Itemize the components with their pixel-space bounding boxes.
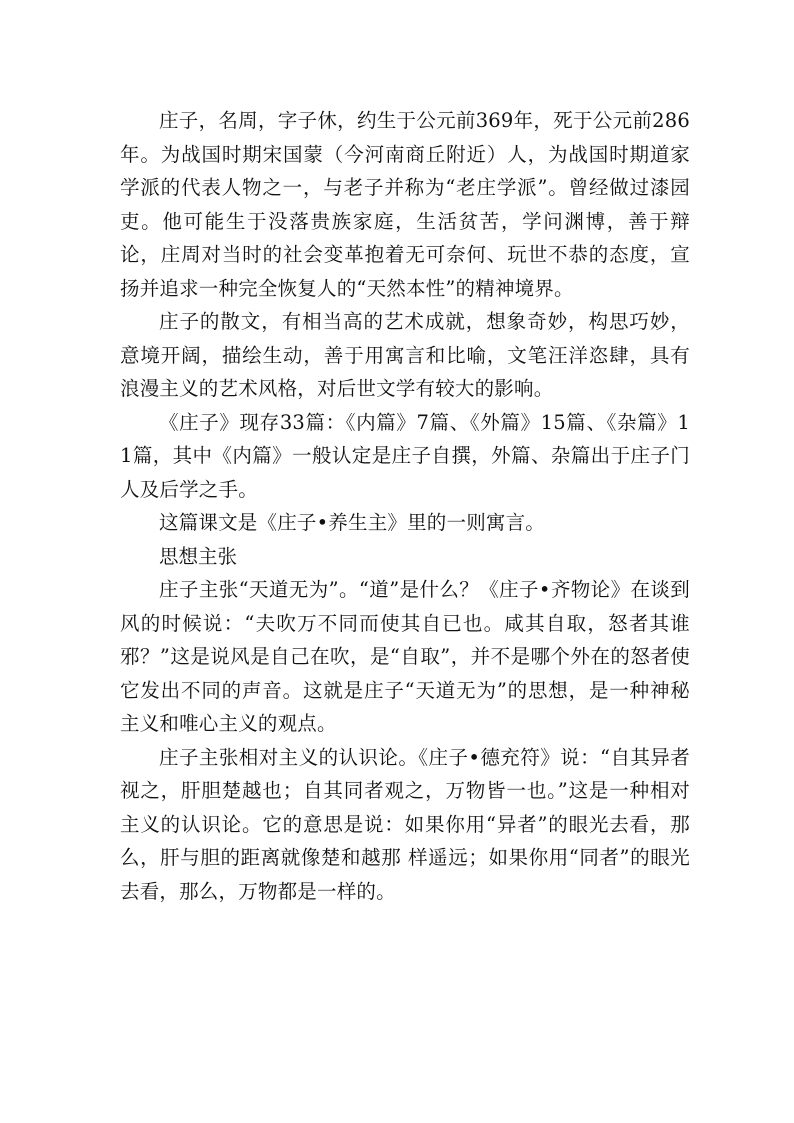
paragraph-works: 《庄子》现存33篇：《内篇》7篇、《外篇》15篇、《杂篇》11篇，其中《内篇》一般认定是庄子自撰，外篇、杂篇出于庄子门人及后学之手。 (120, 410, 690, 501)
document-body (120, 104, 690, 908)
paragraph-relativism: 庄子主张相对主义的认识论。《庄子•德充符》说：“自其异者视之，肝胆楚越也；自其同者观之，万物皆一也。”这是一种相对主义的认识论。它的意思是说：如果你用“异者”的眼光去看，那么，肝与胆的距离就像楚和越那 样遥远；如果你用“同者”的眼光去看，那么，万物都是一样的。 (120, 745, 690, 903)
paragraph-biography: 庄子，名周，字子休，约生于公元前369年，死于公元前286年。为战国时期宋国蒙（今河南商丘附近）人，为战国时期道家学派的代表人物之一，与老子并称为“老庄学派”。曾经做过漆园吏。他可能生于没落贵族家庭，生活贫苦，学问渊博，善于辩论，庄周对当时的社会变革抱着无可奈何、玩世不恭的态度，宣扬并追求一种完全恢复人的“天然本性”的精神境界。 (120, 109, 690, 300)
paragraph-lesson-source: 这篇课文是《庄子•养生主》里的一则寓言。 (159, 511, 546, 534)
paragraph-tiandao-wuwei: 庄子主张“天道无为”。“道”是什么？《庄子•齐物论》在谈到风的时候说：“夫吹万不同而使其自已也。咸其自取，怒者其谁邪？”这是说风是自己在吹，是“自取”，并不是哪个外在的怒者使它发出不同的声音。这就是庄子“天道无为”的思想，是一种神秘主义和唯心主义的观点。 (120, 578, 690, 735)
paragraph-prose-style: 庄子的散文，有相当高的艺术成就，想象奇妙，构思巧妙，意境开阔，描绘生动，善于用寓言和比喻，文笔汪洋恣肆，具有浪漫主义的艺术风格，对后世文学有较大的影响。 (120, 310, 690, 400)
section-heading: 思想主张 (159, 544, 238, 568)
